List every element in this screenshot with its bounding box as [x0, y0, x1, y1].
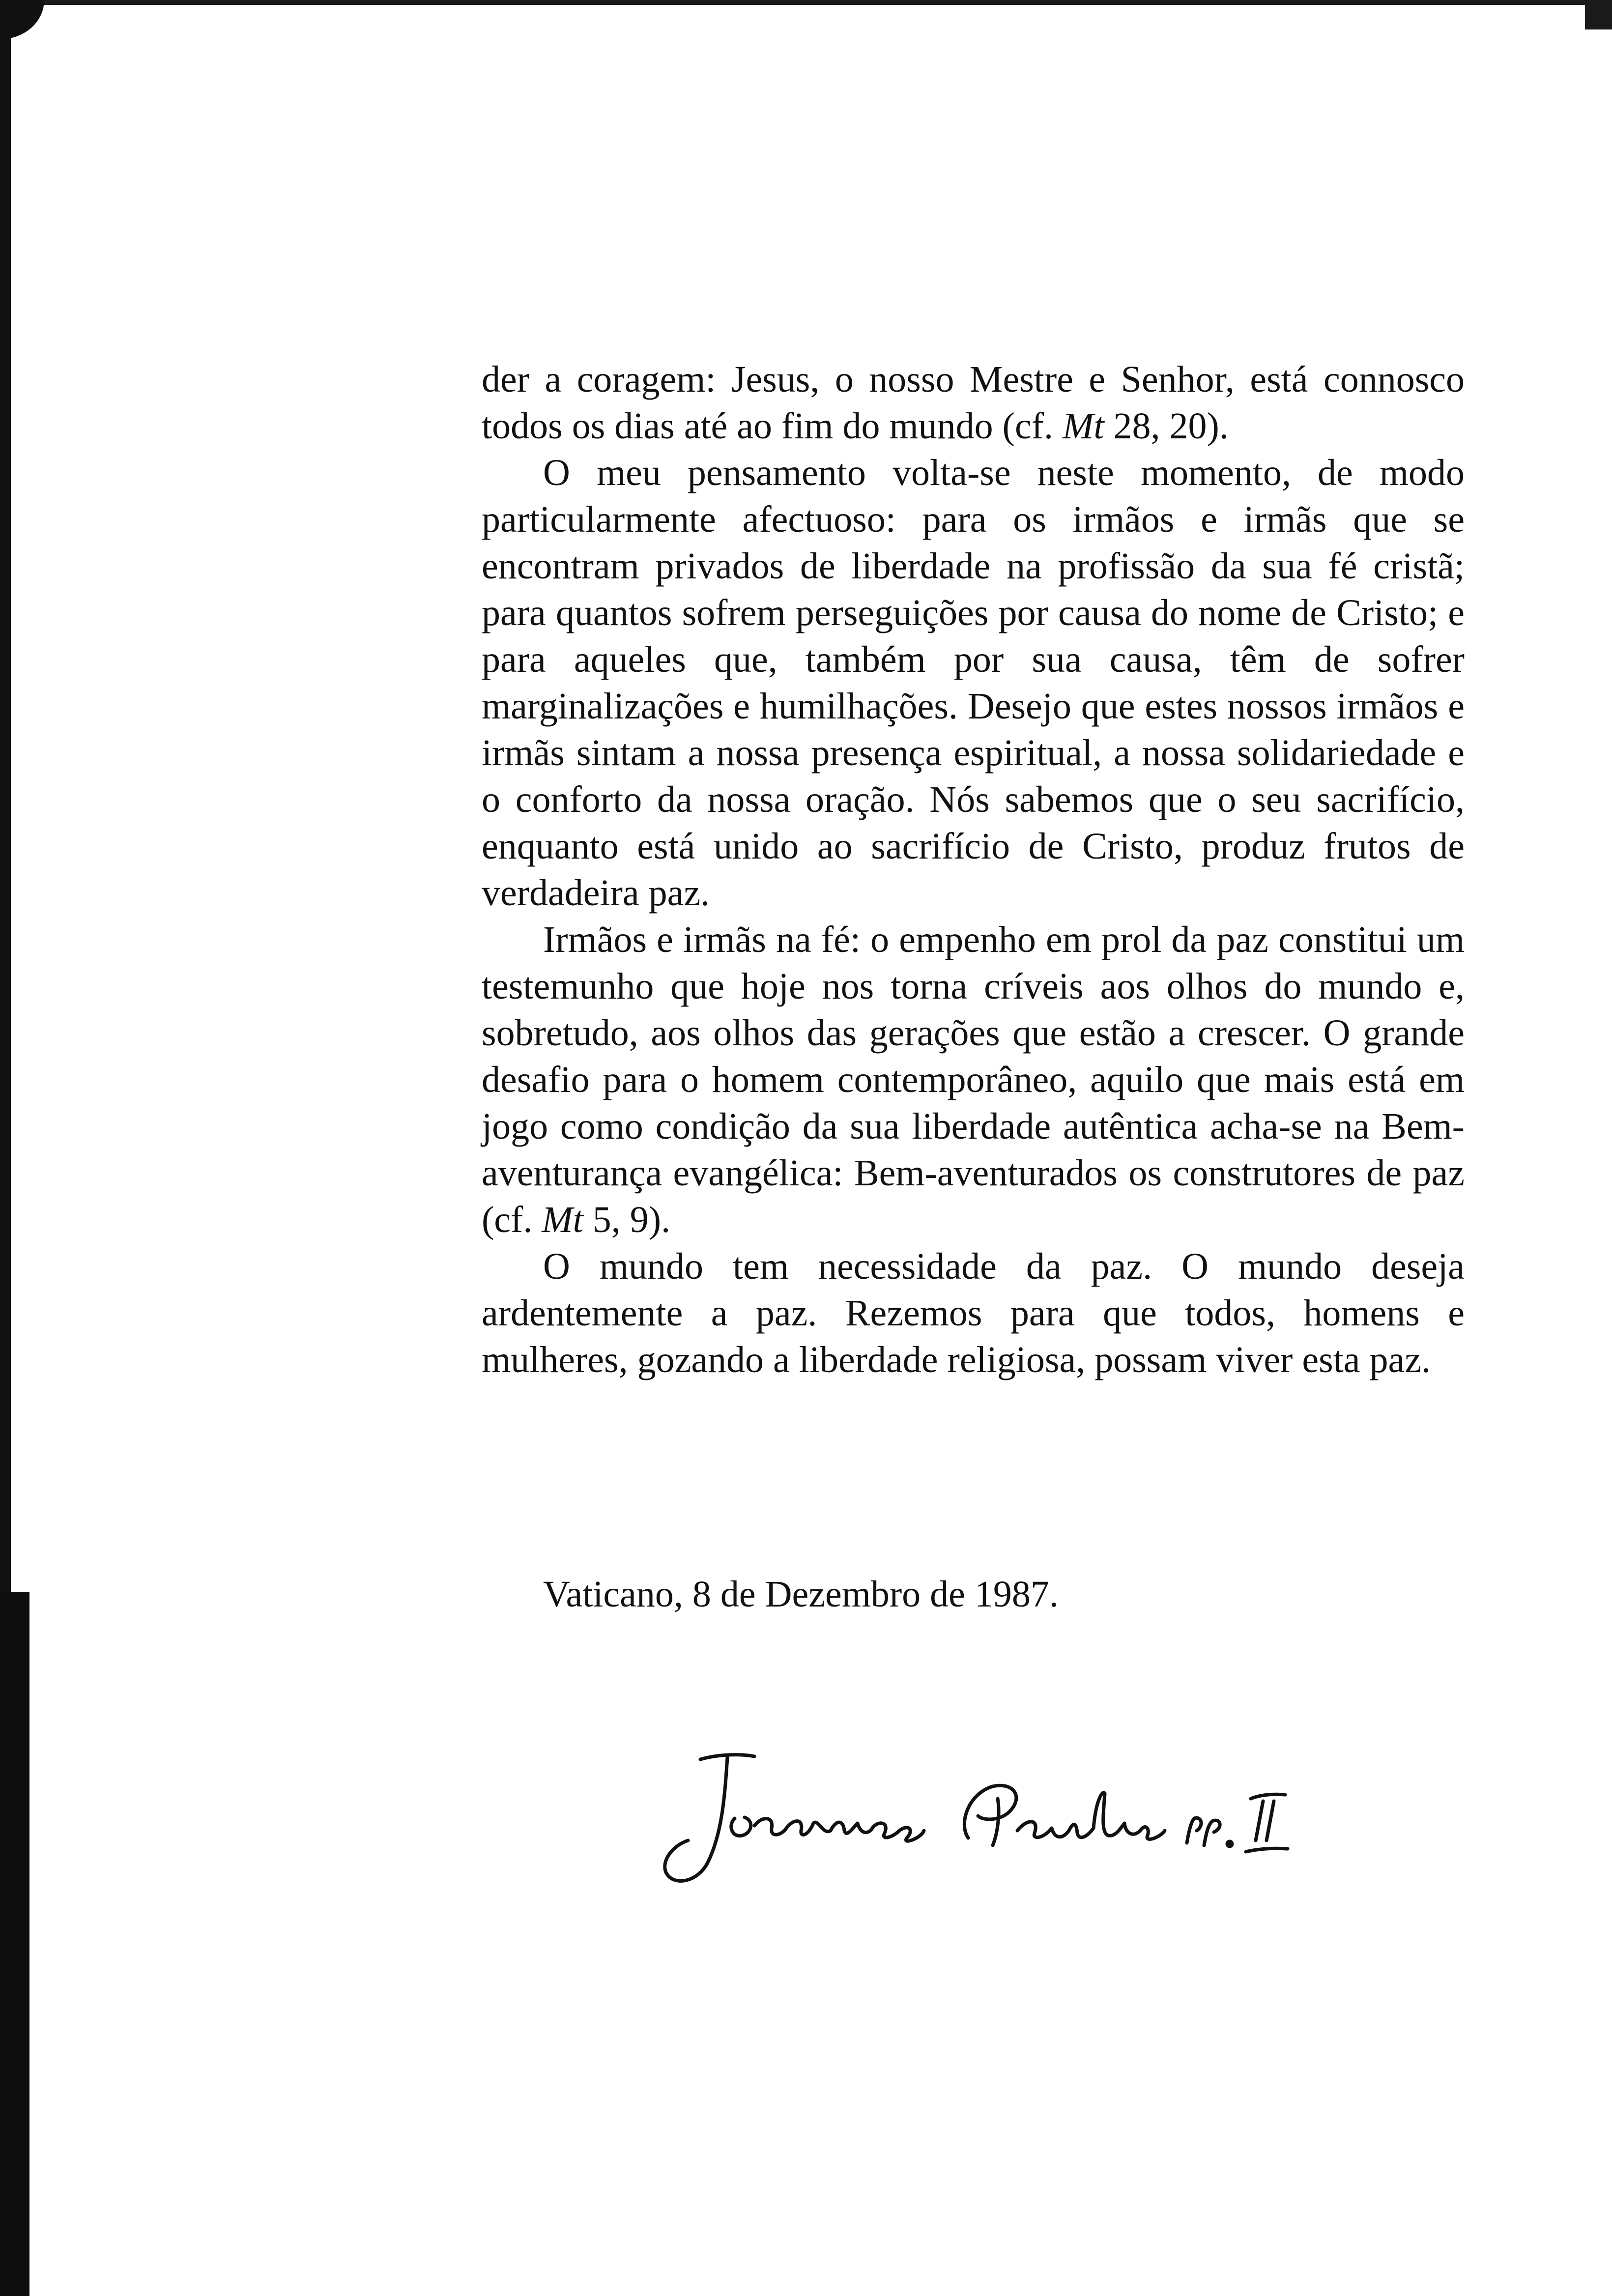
- signature-stroke-ii: [1246, 1794, 1288, 1852]
- body-text: [482, 356, 1465, 1383]
- paragraph-2: [482, 450, 1465, 917]
- paragraph-2-text: O meu pensamento volta-se neste momento, de modo particularmente afectuoso: para os irmãos e irmãs que se encontram privados de liberdade na profissão da sua fé cristã; para quantos sofrem perseguições por causa do nome de Cristo; e para aqueles que, também por sua causa, têm de sofrer marginalizações e humilhações. Desejo que estes nossos irmãos e irmãs sintam a nossa presença espiritual, a nossa solidariedade e o conforto da nossa oração. Nós sabemos que o seu sacrifício, enquanto está unido ao sacrifício de Cristo, produz frutos de verdadeira paz.: [482, 452, 1465, 914]
- paragraph-1-text-a: der a coragem: Jesus, o nosso Mestre e Senhor, está connosco todos os dias até ao fim do mundo (cf.: [482, 359, 1465, 447]
- signature-stroke-oannes: [731, 1817, 924, 1841]
- scan-edge-notch: [1585, 0, 1612, 29]
- signature-stroke-j: [665, 1755, 754, 1881]
- signature-stroke-paulus: [964, 1785, 1165, 1845]
- citation-book-mt: Mt: [1063, 405, 1104, 447]
- scan-edge-corner: [0, 0, 44, 39]
- scan-edge-top: [0, 0, 1612, 5]
- paragraph-4-text: O mundo tem necessidade da paz. O mundo deseja ardentemente a paz. Rezemos para que todos, homens e mulheres, gozando a liberdade religiosa, possam viver esta paz.: [482, 1246, 1465, 1380]
- signature-dot: [1227, 1841, 1232, 1846]
- paragraph-1: [482, 356, 1465, 450]
- paragraph-3-text-a: Irmãos e irmãs na fé: o empenho em prol da paz constitui um testemunho que hoje nos torna críveis aos olhos do mundo e, sobretudo, aos olhos das gerações que estão a crescer. O grande desafio para o homem contemporâneo, aquilo que mais está em jogo como condição da sua liberdade autêntica acha-se na Bem-aventurança evangélica: Bem-aventurados os construtores de paz (cf.: [482, 919, 1465, 1240]
- signature-stroke-pp: [1187, 1818, 1220, 1845]
- paragraph-4: [482, 1243, 1465, 1383]
- citation-book-mt: Mt: [542, 1199, 583, 1240]
- paragraph-3: [482, 917, 1465, 1243]
- date-line: Vaticano, 8 de Dezembro de 1987.: [543, 1574, 1059, 1615]
- paragraph-1-text-b: 28, 20).: [1104, 405, 1229, 447]
- paragraph-3-text-b: 5, 9).: [583, 1199, 671, 1240]
- signature-image: [654, 1740, 1293, 1897]
- scan-edge-left-lower: [0, 1592, 29, 2296]
